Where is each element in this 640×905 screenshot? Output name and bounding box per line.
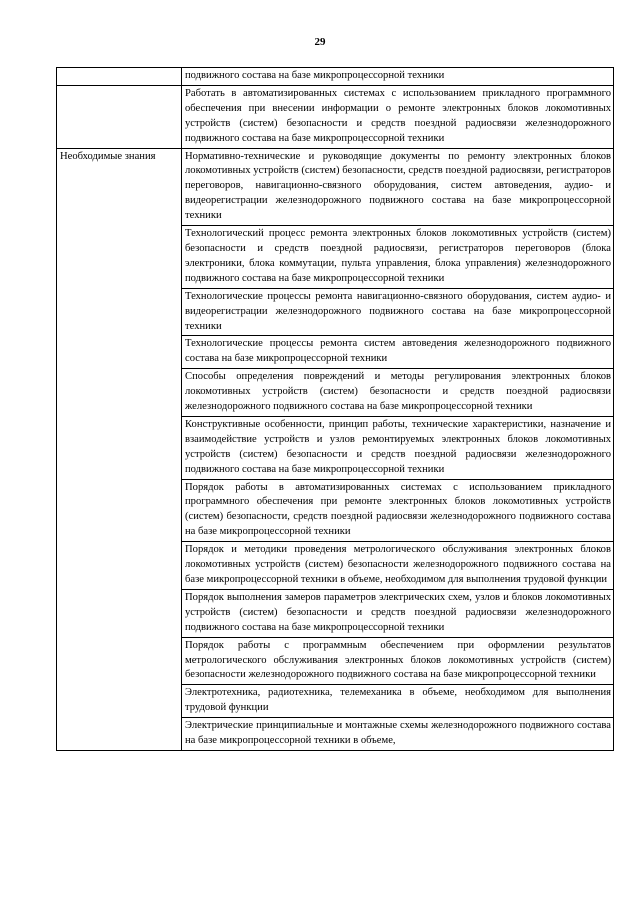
table-cell: Технологические процессы ремонта навигационно-связного оборудования, систем аудио- и видеорегистрации железнодорожного подвижного состава на базе микропроцессорной техники (182, 288, 614, 336)
table-cell: Технологические процессы ремонта систем автоведения железнодорожного подвижного состава на базе микропроцессорной техники (182, 336, 614, 369)
table-cell: Способы определения повреждений и методы регулирования электронных блоков локомотивных устройств (систем) безопасности и средств поездной радиосвязи железнодорожного подвижного состава на базе микропроцессорной техники (182, 369, 614, 417)
page-number: 29 (314, 36, 326, 48)
table-row (57, 85, 614, 148)
table-cell: Электротехника, радиотехника, телемеханика в объеме, необходимом для выполнения трудовой функции (182, 685, 614, 718)
table-cell: Конструктивные особенности, принцип работы, технические характеристики, назначение и взаимодействие устройств и узлов ремонтируемых электронных блоков локомотивных устройств (систем) безопасности и средств поездной радиосвязи железнодорожного подвижного состава на базе микропроцессорной техники (182, 416, 614, 479)
table-cell: Порядок выполнения замеров параметров электрических схем, узлов и блоков локомотивных устройств (систем) безопасности и средств поездной радиосвязи железнодорожного подвижного состава на базе микропроцессорной техники (182, 589, 614, 637)
table-row (57, 68, 614, 86)
empty-label-cell (57, 85, 182, 148)
table-cell: Порядок и методики проведения метрологического обслуживания электронных блоков локомотивных устройств (систем) безопасности железнодорожного подвижного состава на базе микропроцессорной техники в объеме, необходимом для выполнения трудовой функции (182, 542, 614, 590)
qualification-table (56, 67, 614, 751)
empty-label-cell (57, 68, 182, 86)
table-row (57, 148, 614, 226)
table-cell: Порядок работы с программным обеспечением при оформлении результатов метрологического обслуживания электронных блоков локомотивных устройств (систем) безопасности железнодорожного подвижного состава на базе микропроцессорной техники (182, 637, 614, 685)
table-cell: Технологический процесс ремонта электронных блоков локомотивных устройств (систем) безопасности и средств поездной радиосвязи, регистраторов переговоров (блока электроники, блока коммутации, пульта управления, блока управления) железнодорожного подвижного состава на базе микропроцессорной техники (182, 226, 614, 289)
table-cell: Работать в автоматизированных системах с использованием прикладного программного обеспечения при внесении информации о ремонте электронных блоков локомотивных устройств (систем) безопасности и средств поездной радиосвязи железнодорожного подвижного состава на базе микропроцессорной техники (182, 85, 614, 148)
table-cell: Нормативно-технические и руководящие документы по ремонту электронных блоков локомотивных устройств (систем) безопасности, средств поездной радиосвязи, регистраторов переговоров, навигационно-связного оборудования, систем автоведения, аудио- и видеорегистрации железнодорожного подвижного состава на базе микропроцессорной техники (182, 148, 614, 226)
section-label: Необходимые знания (60, 150, 156, 162)
table-cell: подвижного состава на базе микропроцессорной техники (182, 68, 614, 86)
section-label-cell (57, 148, 182, 750)
table-cell: Электрические принципиальные и монтажные схемы железнодорожного подвижного состава на базе микропроцессорной техники в объеме, (182, 718, 614, 751)
table-cell: Порядок работы в автоматизированных системах с использованием прикладного программного обеспечения при ремонте электронных блоков локомотивных устройств (систем) безопасности, средств поездной радиосвязи железнодорожного подвижного состава на базе микропроцессорной техники (182, 479, 614, 542)
